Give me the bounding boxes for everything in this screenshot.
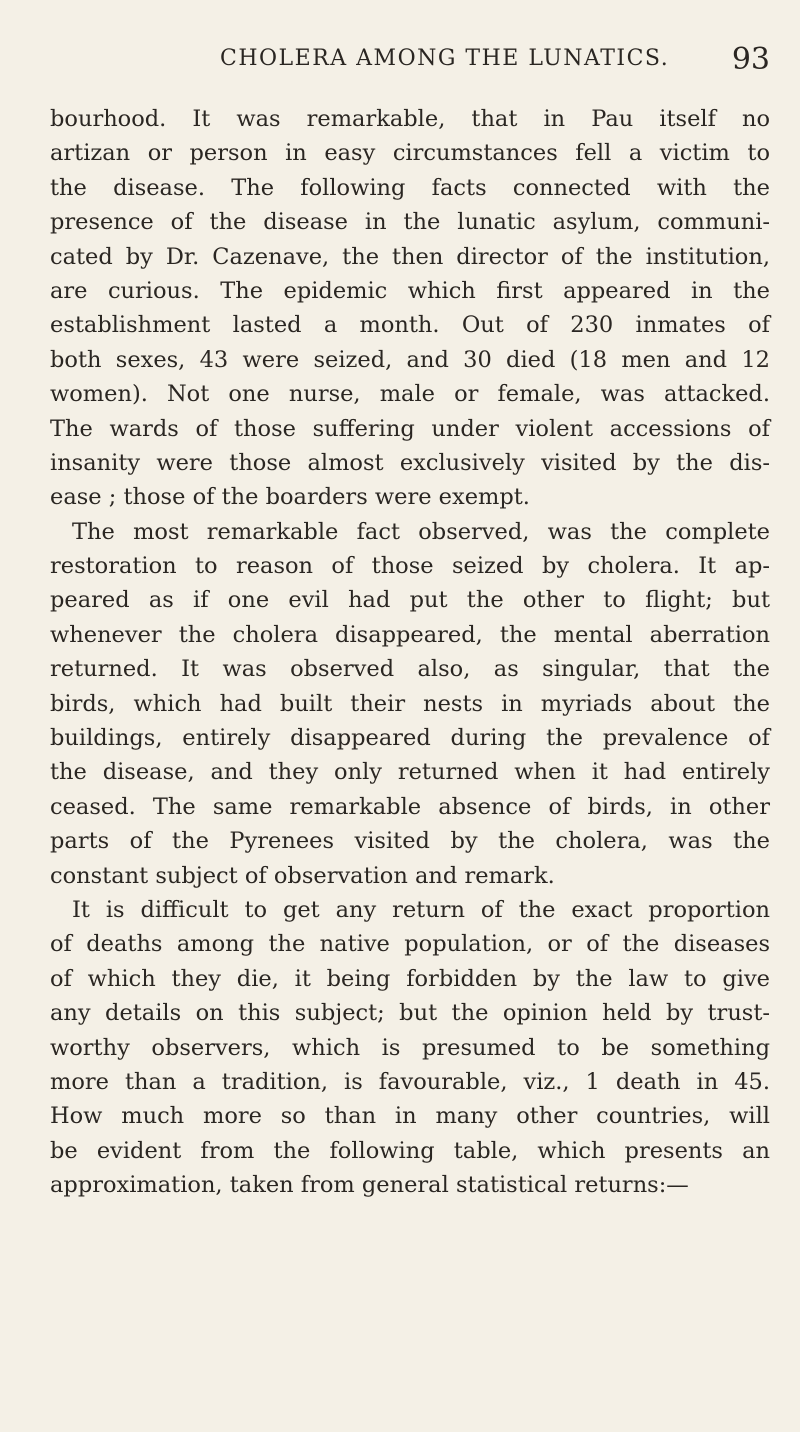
text-line: the disease, and they only returned when it had entirely — [50, 759, 770, 786]
text-line: women). Not one nurse, male or female, was attacked. — [50, 381, 770, 408]
text-line: peared as if one evil had put the other to flight; but — [50, 587, 770, 614]
text-line: The most remarkable fact observed, was the complete — [72, 518, 770, 545]
text-line: artizan or person in easy circumstances fell a victim to — [50, 140, 770, 167]
text-line: the disease. The following facts connected with the — [50, 174, 770, 201]
text-line: whenever the cholera disappeared, the mental aberration — [50, 621, 770, 648]
text-line: ceased. The same remarkable absence of birds, in other — [50, 793, 770, 820]
text-line: How much more so than in many other countries, will — [50, 1103, 770, 1130]
text-line: returned. It was observed also, as singular, that the — [50, 656, 770, 683]
text-line: presence of the disease in the lunatic asylum, communi- — [50, 209, 770, 236]
running-head — [0, 42, 800, 86]
text-line: insanity were those almost exclusively visited by the dis- — [50, 449, 770, 476]
text-line: any details on this subject; but the opinion held by trust- — [50, 1000, 770, 1027]
text-line: are curious. The epidemic which first appeared in the — [50, 277, 770, 304]
text-line: ease ; those of the boarders were exempt. — [50, 484, 530, 511]
text-line: buildings, entirely disappeared during the prevalence of — [50, 725, 770, 752]
running-title: CHOLERA AMONG THE LUNATICS. — [220, 46, 670, 71]
text-line: establishment lasted a month. Out of 230 inmates of — [50, 312, 770, 339]
text-line: constant subject of observation and remark. — [50, 862, 555, 889]
text-line: more than a tradition, is favourable, viz., 1 death in 45. — [50, 1068, 770, 1095]
text-line: of deaths among the native population, or of the diseases — [50, 931, 770, 958]
text-line: birds, which had built their nests in myriads about the — [50, 690, 770, 717]
text-line: bourhood. It was remarkable, that in Pau itself no — [50, 106, 770, 132]
text-line: be evident from the following table, which presents an — [50, 1137, 770, 1164]
text-line: approximation, taken from general statistical returns:— — [50, 1172, 689, 1199]
body-text — [50, 102, 770, 1203]
text-line: restoration to reason of those seized by cholera. It ap- — [50, 553, 770, 580]
text-line: It is difficult to get any return of the exact proportion — [72, 896, 770, 923]
text-line: The wards of those suffering under violent accessions of — [50, 415, 770, 442]
text-line: worthy observers, which is presumed to be something — [50, 1034, 770, 1061]
text-line: both sexes, 43 were seized, and 30 died (18 men and 12 — [50, 346, 770, 373]
text-line: parts of the Pyrenees visited by the cholera, was the — [50, 828, 770, 855]
text-line: of which they die, it being forbidden by the law to give — [50, 965, 770, 992]
page-number: 93 — [731, 42, 770, 77]
text-line: cated by Dr. Cazenave, the then director of the institution, — [50, 243, 770, 270]
